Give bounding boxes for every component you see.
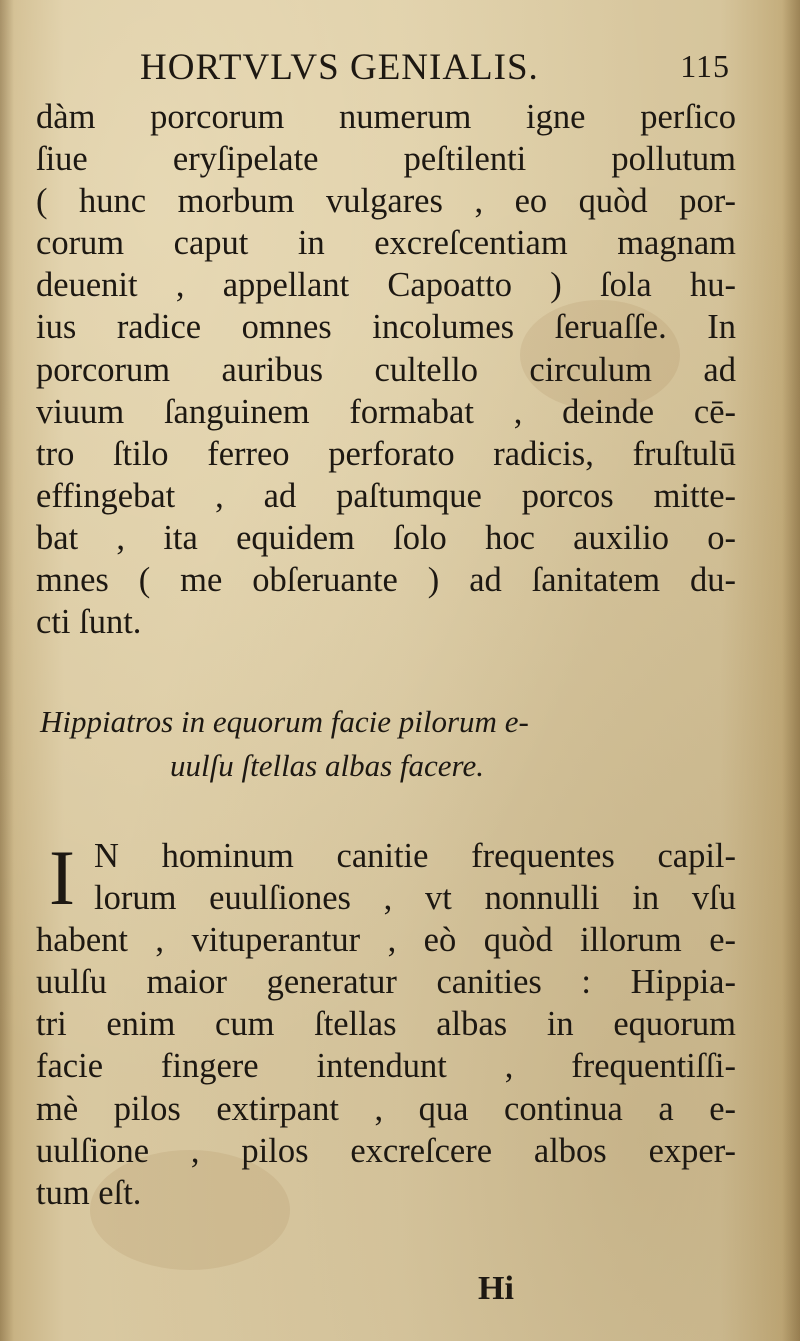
page-edge-shadow-right [782, 0, 800, 1341]
text-line: ( hunc morbum vulgares , eo quòd por- [36, 182, 736, 221]
text-line: lorum euulſiones , vt nonnulli in vſu [94, 879, 736, 918]
text-line: porcorum auribus cultello circulum ad [36, 350, 736, 389]
text-line: uulſione , pilos excreſcere albos exper- [36, 1131, 736, 1170]
section-heading [40, 700, 740, 788]
text-line: cti ſunt. [36, 603, 142, 642]
page-number: 115 [680, 48, 730, 84]
text-line: uulſu maior generatur canities : Hippia- [36, 963, 736, 1002]
text-line: bat , ita equidem ſolo hoc auxilio o- [36, 518, 736, 557]
paragraph-2 [36, 835, 736, 1214]
text-line: mè pilos extirpant , qua continua a e- [36, 1089, 736, 1128]
text-line: ius radice omnes incolumes ſeruaſſe. In [36, 308, 736, 347]
drop-cap: I [49, 834, 75, 921]
text-line: facie fingere intendunt , frequentiſſi- [36, 1047, 736, 1086]
paragraph-1 [36, 96, 736, 643]
section-heading-line-2: uulſu ſtellas albas facere. [170, 748, 484, 783]
text-line: deuenit , appellant Capoatto ) ſola hu- [36, 266, 736, 305]
text-line: ſiue eryſipelate peſtilenti pollutum [36, 140, 736, 179]
page-edge-shadow-left [0, 0, 14, 1341]
section-heading-line-1: Hippiatros in equorum facie pilorum e- [40, 704, 529, 739]
text-line: tum eſt. [36, 1173, 142, 1212]
text-line: N hominum canitie frequentes capil- [94, 837, 736, 875]
text-line: effingebat , ad paſtumque porcos mitte- [36, 476, 736, 515]
running-head-title: HORTVLVS GENIALIS. [140, 47, 539, 88]
text-line: mnes ( me obſeruante ) ad ſanitatem du- [36, 561, 736, 600]
text-line: viuum ſanguinem formabat , deinde cē- [36, 392, 736, 431]
text-line: habent , vituperantur , eò quòd illorum e- [36, 921, 736, 960]
text-line: tri enim cum ſtellas albas in equorum [36, 1005, 736, 1044]
text-line: dàm porcorum numerum igne perſico [36, 98, 736, 136]
text-line: tro ſtilo ferreo perforato radicis, fruſtulū [36, 434, 736, 473]
running-head [140, 46, 730, 96]
catchword: Hi [478, 1270, 514, 1307]
text-line: corum caput in excreſcentiam magnam [36, 224, 736, 263]
